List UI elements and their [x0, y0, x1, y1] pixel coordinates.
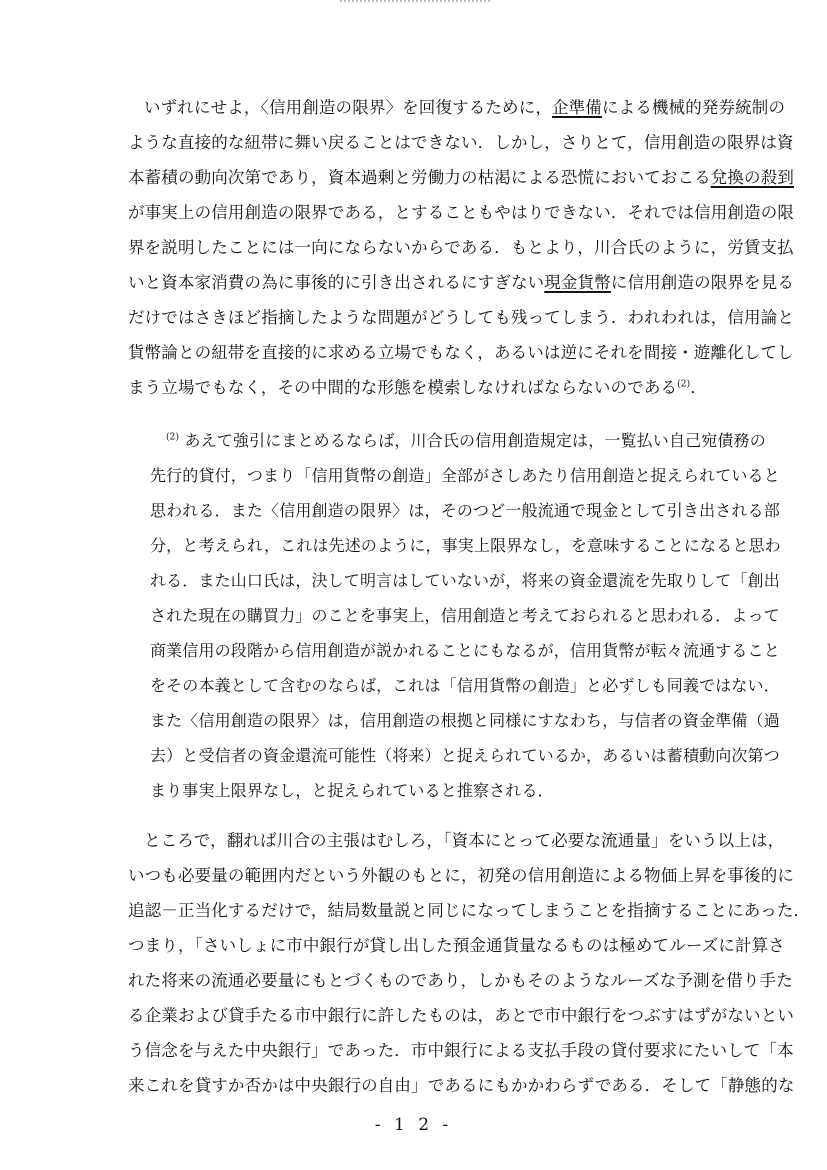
- text-line: また〈信用創造の限界〉は，信用創造の根拠と同様にすなわち，与信者の資金準備（過: [150, 711, 780, 730]
- text-line: つまり，「さいしょに市中銀行が貸し出した預金通貨量なるものは極めてルーズに計算さ: [128, 936, 785, 955]
- footnote-marker: (2): [166, 432, 180, 443]
- text-line: 分，と考えられ，これは先述のように，事実上限界なし，を意味することになると思わ: [150, 536, 781, 555]
- text-line: 商業信用の段階から信用創造が説かれることにもなるが，信用貨幣が転々流通すること: [150, 641, 780, 660]
- text-line: る企業および貸手たる市中銀行に許したものは，あとで市中銀行をつぶすはずがないとい: [128, 1006, 794, 1025]
- text-line: が事実上の信用創造の限界である，とすることもやはりできない．それでは信用創造の限: [128, 203, 794, 222]
- text-line: いずれにせよ，〈信用創造の限界〉を回復するために，企準備による機械的発券統制の: [144, 98, 786, 117]
- underlined-term: 現金貨幣: [544, 273, 611, 292]
- text-line: 思われる．また〈信用創造の限界〉は，そのつど一般流通で現金として引き出される部: [150, 501, 780, 520]
- text-line: いつも必要量の範囲内だという外観のもとに，初発の信用創造による物価上昇を事後的に: [128, 866, 794, 885]
- text-line: だけではさきほど指摘したような問題がどうしても残ってしまう．われわれは，信用論と: [128, 308, 794, 327]
- text-line: れる．また山口氏は，決して明言はしていないが，将来の資金還流を先取りして「創出: [150, 571, 780, 590]
- text-line: まう立場でもなく，その中間的な形態を模索しなければならないのである$^{(2)}$．: [128, 378, 707, 397]
- text-line: れた将来の流通必要量にもとづくものであり，しかもそのようなルーズな予測を借り手た: [128, 971, 793, 990]
- underlined-term: 兌換の殺到: [710, 168, 794, 187]
- text-line: ところで，翻れば川合の主張はむしろ，「資本にとって必要な流通量」をいう以上は，: [144, 831, 785, 850]
- text-line: う信念を与えた中央銀行」であった．市中銀行による支払手段の貸付要求にたいして「本: [128, 1041, 794, 1060]
- body-paragraph-1: [128, 90, 794, 405]
- text-line: 先行的貸付，つまり「信用貨幣の創造」全部がさしあたり信用創造と捉えられていると: [150, 466, 780, 485]
- body-paragraph-2: [128, 823, 810, 1103]
- text-line: された現在の購買力」のことを事実上，信用創造と考えておられると思われる．よって: [150, 606, 780, 625]
- text-line: をその本義として含むのならば，これは「信用貨幣の創造」と必ずしも同義ではない．: [150, 676, 780, 695]
- footnote-reference: (2): [677, 379, 691, 390]
- text-line: 追認－正当化するだけで，結局数量説と同じになってしまうことを指摘することにあった．: [128, 901, 811, 920]
- scan-header-mark: [340, 0, 490, 8]
- text-line: まり事実上限界なし，と捉えられていると推察される．: [150, 781, 554, 800]
- text-line: 貨幣論との紐帯を直接的に求める立場でもなく，あるいは逆にそれを間接・遊離化してし: [128, 343, 794, 362]
- page-number: - 1 2 -: [374, 1115, 453, 1135]
- text-line: いと資本家消費の為に事後的に引き出されるにすぎない現金貨幣に信用創造の限界を見る: [128, 273, 795, 292]
- underlined-term: 企準備: [552, 98, 602, 117]
- text-line: 去）と受信者の資金還流可能性（将来）と捉えられているか，あるいは蓄積動向次第つ: [150, 746, 780, 765]
- text-line: ような直接的な紐帯に舞い戻ることはできない．しかし，さりとて，信用創造の限界は資: [128, 133, 794, 152]
- text-line: $^{(2)}$ あえて強引にまとめるならば，川合氏の信用創造規定は，一覧払い自己宛債務の: [166, 431, 766, 450]
- footnote-2: [150, 423, 781, 808]
- text-line: 来これを貸すか否かは中央銀行の自由」であるにもかかわらずである．そして「静態的な: [128, 1076, 795, 1095]
- text-line: 本蓄積の動向次第であり，資本過剰と労働力の枯渇による恐慌においておこる兌換の殺到: [128, 168, 794, 187]
- text-line: 界を説明したことには一向にならないからである．もとより，川合氏のように，労賃支払: [128, 238, 794, 257]
